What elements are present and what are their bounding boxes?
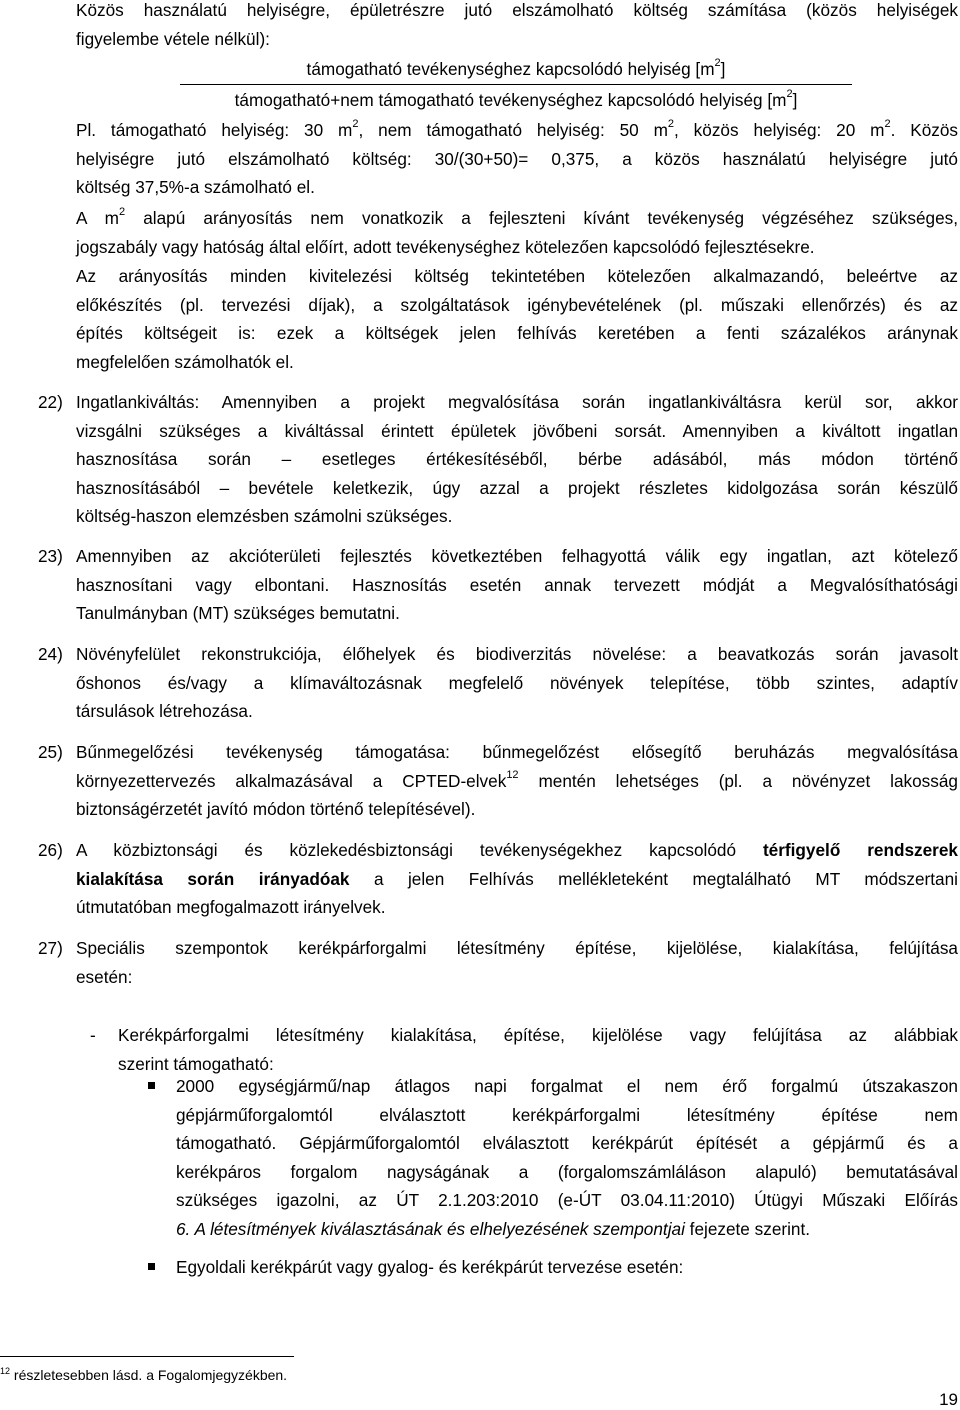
item-line: őshonos és/vagy a klímaváltozásnak megfelelő növények telepítése, több szintes, adaptív	[76, 672, 958, 693]
item-line: 2000 egységjármű/nap átlagos napi forgalmat el nem érő forgalmú útszakaszon	[176, 1076, 958, 1096]
dash-list-item	[90, 1021, 958, 1078]
item-number: 26)	[38, 840, 63, 860]
item-line: szükséges igazolni, az ÚT 2.1.203:2010 (e-ÚT 03.04.11:2010) Útügyi Műszaki Előírás	[176, 1190, 958, 1210]
item-line: szerint támogatható:	[118, 1053, 274, 1074]
ratio-note-paragraph	[76, 262, 958, 376]
ratio-note-line: előkészítés (pl. tervezési díjak), a szolgáltatások igénybevételének (pl. műszaki ellenőrzés) és az	[76, 294, 958, 315]
item-line: támogatható. Gépjárműforgalomtól elválasztott kerékpárút építését a gépjármű és a	[176, 1133, 958, 1153]
bullet-list-item	[148, 1072, 958, 1243]
page-number: 19	[939, 1390, 958, 1409]
list-item-27	[38, 934, 958, 991]
item-line: biztonságérzetét javító módon történő telepítésével).	[76, 799, 476, 819]
square-bullet-icon	[148, 1263, 155, 1270]
footnote: $^{12}$ részletesebben lásd. a Fogalomjegyzékben.	[0, 1366, 288, 1383]
item-line: esetén:	[76, 966, 133, 987]
item-line: Amennyiben az akcióterületi fejlesztés következtében felhagyottá válik egy ingatlan, azt kötelező	[76, 546, 958, 566]
item-line: Tanulmányban (MT) szükséges bemutatni.	[76, 603, 400, 623]
intro-line: Közös használatú helyiségre, épületrészre jutó elszámolható költség számítása (közös helyiségek	[76, 0, 958, 20]
item-line: kialakítása során irányadóak a jelen Felhívás mellékleteként megtalálható MT módszertani	[76, 868, 958, 889]
item-line: társulások létrehozása.	[76, 701, 253, 721]
example-paragraph	[76, 116, 958, 202]
list-item-22	[38, 388, 958, 531]
ratio-note-line: építés költségeit is: ezek a költségek jelen felhívás keretében a fenti százalékos aránynak	[76, 323, 958, 343]
list-item-25	[38, 738, 958, 824]
intro-line: figyelembe vétele nélkül):	[76, 28, 270, 49]
example-line: Pl. támogatható helyiség: 30 $m^2$, nem támogatható helyiség: 50 $m^2$, közös helyiség: 20 $m^2$. Közös	[76, 118, 959, 140]
item-line: költség-haszon elemzésben számolni szükséges.	[76, 506, 453, 526]
list-item-26	[38, 836, 958, 922]
item-line: Egyoldali kerékpárút vagy gyalog- és kerékpárút tervezése esetén:	[176, 1257, 684, 1277]
list-item-23	[38, 542, 958, 628]
footnote-reference[interactable]: 12	[506, 768, 519, 781]
item-number: 27)	[38, 938, 63, 958]
list-item-24	[38, 640, 958, 726]
item-number: 25)	[38, 742, 63, 762]
m2-note-line: jogszabály vagy hatóság által előírt, adott tevékenységhez kötelezően kapcsolódó fejlesztésekre.	[76, 236, 815, 257]
dash-marker: -	[90, 1025, 96, 1045]
item-line: Kerékpárforgalmi létesítmény kialakítása, építése, kijelölése vagy felújítása az alábbiak	[118, 1025, 958, 1045]
bold-phrase: kialakítása során irányadóak	[76, 868, 350, 889]
item-number: 22)	[38, 392, 63, 412]
item-line: A közbiztonsági és közlekedésbiztonsági tevékenységekhez kapcsolódó térfigyelő rendszerek	[76, 840, 958, 860]
item-line: hasznosítása során – esetleges értékesítéséből, bérbe adásából, más módon történő	[76, 449, 958, 469]
fraction-denominator: támogatható+nem támogatható tevékenységhez kapcsolódó helyiség $[m^2]$	[234, 88, 798, 110]
item-line: Speciális szempontok kerékpárforgalmi létesítmény építése, kijelölése, kialakítása, felújítása	[76, 938, 958, 958]
m2-note-paragraph	[76, 204, 958, 261]
intro-paragraph	[76, 0, 958, 53]
item-number: 23)	[38, 546, 63, 566]
bold-phrase: térfigyelő rendszerek	[762, 840, 958, 860]
item-line: gépjárműforgalomtól elválasztott kerékpárforgalmi létesítmény építése nem	[176, 1104, 958, 1125]
item-line: Bűnmegelőzési tevékenység támogatása: bűnmegelőzést elősegítő beruházás megvalósítása	[76, 742, 958, 762]
item-number: 24)	[38, 644, 63, 664]
item-line: útmutatóban megfogalmazott irányelvek.	[76, 897, 386, 917]
item-line: kerékpáros forgalom nagyságának a (forgalomszámláláson alapuló) bemutatásával	[176, 1161, 958, 1182]
item-line: vizsgálni szükséges a kiváltással érintett épületek jövőbeni sorsát. Amennyiben a kiváltott ingatlan	[76, 420, 958, 441]
example-line: költség 37,5%-a számolható el.	[76, 177, 315, 197]
allocation-fraction	[180, 54, 852, 115]
item-line: Ingatlankiváltás: Amennyiben a projekt megvalósítása során ingatlankiváltásra kerül sor, akkor	[76, 392, 958, 412]
m2-note-line: A $m^2$ alapú arányosítás nem vonatkozik a fejleszteni kívánt tevékenység végzéséhez szükséges,	[76, 206, 958, 228]
example-line: helyiségre jutó elszámolható költség: 30/(30+50)= 0,375, a közös használatú helyiségre jutó	[76, 148, 958, 169]
italic-reference: 6. A létesítmények kiválasztásának és elhelyezésének szempontjai	[176, 1218, 685, 1239]
square-bullet-icon	[148, 1082, 155, 1089]
item-line: Növényfelület rekonstrukciója, élőhelyek és biodiverzitás növelése: a beavatkozás során javasolt	[76, 644, 958, 664]
ratio-note-line: megfelelően számolhatók el.	[76, 351, 294, 372]
ratio-note-line: Az arányosítás minden kivitelezési költség tekintetében kötelezően alkalmazandó, beleértve az	[76, 266, 958, 286]
bullet-list-item	[148, 1253, 958, 1282]
item-line: hasznosítani vagy elbontani. Hasznosítás esetén annak tervezett módját a Megvalósíthatósági	[76, 574, 958, 595]
item-line: hasznosításából – bevétele keletkezik, úgy azzal a projekt részletes kidolgozása során készülő	[76, 477, 958, 498]
item-line: környezettervezés alkalmazásával a CPTED-elvek$^{12}$ mentén lehetséges (pl. a növényzet lakosság	[76, 768, 958, 791]
footnote-separator	[0, 1356, 294, 1357]
fraction-numerator: támogatható tevékenységhez kapcsolódó helyiség $[m^2]$	[306, 57, 726, 79]
item-line: 6. A létesítmények kiválasztásának és elhelyezésének szempontjai fejezete szerint.	[176, 1218, 811, 1239]
